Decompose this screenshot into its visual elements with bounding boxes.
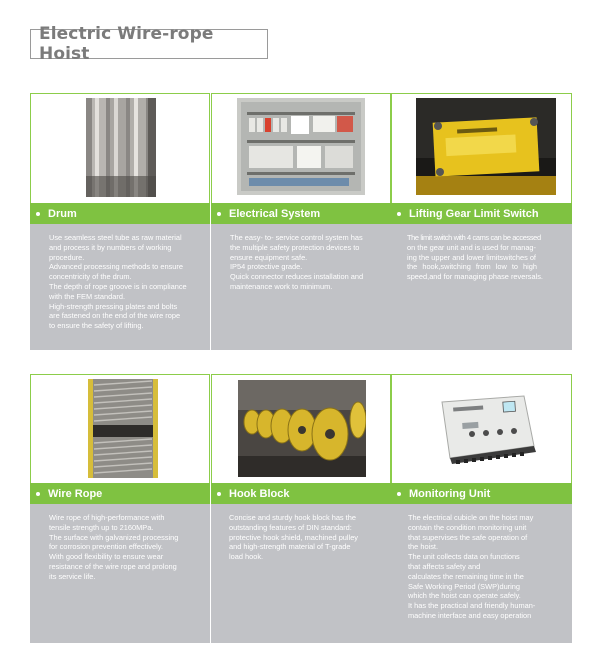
wire-rope-photo-icon <box>88 379 158 478</box>
desc-line: calculates the remaining time in the <box>408 571 524 581</box>
desc-line: protective hook shield, machined pulley <box>229 532 359 542</box>
page-title-box <box>30 24 268 64</box>
desc-line: Advanced processing methods to ensure <box>49 262 183 272</box>
desc-line: High-strength pressing plates and bolts <box>49 301 178 311</box>
card-header <box>391 203 572 224</box>
desc-line: ensure equipment safe. <box>230 252 308 262</box>
card-title: Lifting Gear Limit Switch <box>409 207 539 220</box>
card-header <box>211 203 391 224</box>
desc-line: maintenance work to minimum. <box>230 281 333 291</box>
feature-card-monitoring-unit <box>391 374 572 642</box>
desc-line: that affects safety and <box>408 561 481 571</box>
card-title: Hook Block <box>229 487 290 500</box>
desc-line: speed,and for managing phase reversals. <box>407 272 543 282</box>
desc-line: machine interface and easy operation <box>408 610 532 620</box>
desc-line: It has the practical and friendly human- <box>408 601 536 611</box>
bullet-icon <box>36 212 40 216</box>
desc-line: Quick connector reduces installation and <box>230 272 364 282</box>
desc-line: Use seamless steel tube as raw material <box>49 233 182 242</box>
card-title: Electrical System <box>229 207 321 220</box>
desc-line: that supervises the safe operation of <box>408 532 528 542</box>
card-header <box>211 483 391 504</box>
desc-line: ing the upper and lower limitswitches of <box>407 252 536 262</box>
drum-photo-icon <box>86 98 156 197</box>
card-title: Monitoring Unit <box>409 487 491 500</box>
card-description <box>30 504 210 643</box>
limit-switch-photo-icon <box>416 98 556 195</box>
desc-line: outstanding features of DIN standard: <box>229 522 352 532</box>
card-title: Wire Rope <box>48 487 103 500</box>
card-description <box>211 504 391 643</box>
bullet-icon <box>397 492 401 496</box>
page-title: Electric Wire-rope Hoist <box>39 24 214 64</box>
desc-line: IP54 protective grade. <box>230 262 303 272</box>
desc-line: the hoist. <box>408 542 438 552</box>
card-header <box>30 203 210 224</box>
feature-card-drum <box>30 93 210 349</box>
desc-line: load hook. <box>229 552 264 562</box>
card-title: Drum <box>48 207 77 220</box>
card-description <box>391 504 572 643</box>
bullet-icon <box>36 492 40 496</box>
desc-line: The surface with galvanized processing <box>49 532 179 542</box>
desc-line: its service life. <box>49 571 96 581</box>
desc-line: The unit collects data on functions <box>408 552 520 562</box>
bullet-icon <box>217 212 221 216</box>
desc-line: for corrosion prevention effectively. <box>49 542 163 552</box>
desc-line: resistance of the wire rope and prolong <box>49 561 177 571</box>
desc-line: The depth of rope groove is in compliance <box>49 281 187 291</box>
bullet-icon <box>397 212 401 216</box>
desc-line: with the FEM standard. <box>49 291 125 301</box>
desc-line: Concise and sturdy hook block has the <box>229 513 356 522</box>
desc-line: to ensure the safety of lifting. <box>49 321 144 331</box>
hook-block-photo-icon <box>238 380 366 477</box>
feature-card-hook-block <box>211 374 391 642</box>
desc-line: and high-strength material of T-grade <box>229 542 351 552</box>
desc-line: The easy- to- service control system has <box>230 233 363 242</box>
card-header <box>30 483 210 504</box>
card-description <box>211 224 391 350</box>
card-header <box>391 483 572 504</box>
desc-line: the hook,switching from low to high <box>407 262 538 272</box>
desc-line: Safe Working Period (SWP)during <box>408 581 520 591</box>
desc-line: The electrical cubicle on the hoist may <box>408 513 534 522</box>
desc-line: With good flexibility to ensure wear <box>49 552 164 562</box>
desc-line: on the gear unit and is used for manag- <box>407 242 537 252</box>
desc-line: are fastened on the end of the wire rope <box>49 311 181 321</box>
desc-line: tensile strength up to 2160MPa. <box>49 522 154 532</box>
desc-line: Wire rope of high-performance with <box>49 513 165 522</box>
bullet-icon <box>217 492 221 496</box>
monitoring-unit-photo-icon <box>416 380 556 477</box>
feature-card-lifting-gear-limit-switch <box>391 93 572 349</box>
desc-line: The limit switch with 4 cams can be accessed <box>407 233 541 242</box>
desc-line: concentricity of the drum. <box>49 272 132 282</box>
desc-line: procedure. <box>49 252 85 262</box>
card-description <box>391 224 572 350</box>
electrical-cabinet-photo-icon <box>237 98 365 195</box>
desc-line: the multiple safety protection devices to <box>230 242 360 252</box>
card-description <box>30 224 210 350</box>
desc-line: contain the condition monitoring unit <box>408 522 527 532</box>
feature-card-wire-rope <box>30 374 210 642</box>
feature-card-electrical-system <box>211 93 391 349</box>
desc-line: and process it by numbers of working <box>49 242 172 252</box>
desc-line: which the hoist can operate safely. <box>408 591 521 601</box>
